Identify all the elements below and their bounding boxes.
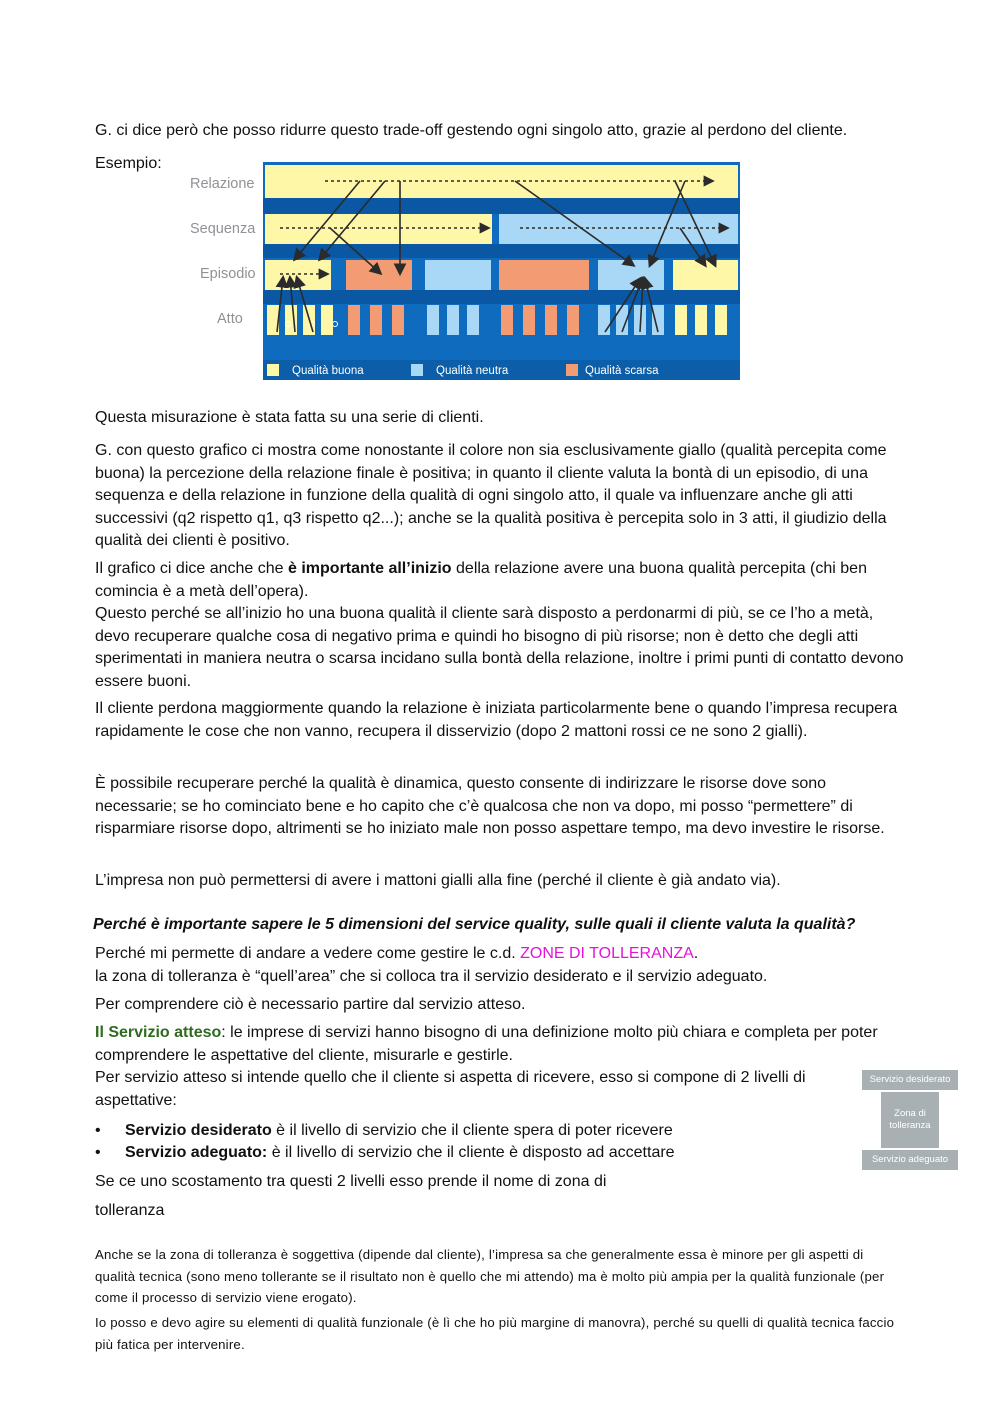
episodio-block bbox=[499, 260, 589, 290]
row-label-atto: Atto bbox=[217, 311, 243, 327]
episodio-block bbox=[425, 260, 491, 290]
legend-neutra: Qualità neutra bbox=[436, 365, 509, 377]
episodio-block bbox=[346, 260, 412, 290]
paragraph-zone-definition: Se ce uno scostamento tra questi 2 livelli esso prende il nome di zona di bbox=[95, 1173, 607, 1190]
paragraph-measurement: Questa misurazione è stata fatta su una serie di clienti. bbox=[95, 409, 484, 426]
paragraph-graph-explanation: G. con questo grafico ci mostra come nonostante il colore non sia esclusivamente giallo (qualità percepita come buona) la percezione della relazione finale è positiva; in quanto il cliente valuta la bontà di un episodio, di una sequenza e della relazione in funzione della qualità di ogni singolo atto, il quale va influenzare anche gli atti successivi (q2 rispetto q1, q3 rispetto q2...); anche se la qualità positiva è percepita solo in 3 atti, il giudizio della qualità dei clienti è positivo. bbox=[95, 442, 887, 549]
paragraph-functional-quality: Io posso e devo agire su elementi di qualità funzionale (è lì che ho più margine di manovra), perché su quelli di qualità tecnica faccio più fatica per intervenire. bbox=[95, 1315, 895, 1352]
list-item: • Servizio desiderato è il livello di servizio che il cliente spera di poter ricevere bbox=[95, 1120, 795, 1142]
sequenza-block-1 bbox=[265, 214, 492, 244]
adequate-service-bar: Servizio adeguato bbox=[862, 1150, 958, 1170]
paragraph-servizio-atteso: Il Servizio atteso: le imprese di servizi hanno bisogno di una definizione molto più chiara e completa per poter comprendere le aspettative del cliente, misurarle e gestirle. Per servizio atteso si intende quello che il cliente si aspetta di ricevere, esso si compone di 2 livelli di aspettative: bbox=[95, 1024, 878, 1109]
row-label-episodio: Episodio bbox=[200, 266, 256, 282]
service-levels-list bbox=[95, 1120, 795, 1163]
paragraph-tolerance-note: Anche se la zona di tolleranza è soggettiva (dipende dal cliente), l’impresa sa che generalmente essa è minore per gli aspetti di qualità tecnica (sono meno tollerante se il risultato non è quello che mi attendo) ma è molto più ampia per la qualità funzionale (per come il processo di servizio viene erogato). bbox=[95, 1247, 885, 1305]
quality-chart-figure bbox=[185, 162, 740, 380]
paragraph-recovery: È possibile recuperare perché la qualità è dinamica, questo consente di indirizzare le risorse dove sono necessarie; se ho cominciato bene e ho capito che c’è qualcosa che non va dopo, mi posso “permettere” di risparmiare risorse dopo, altrimenti se ho iniziato male non posso aspettare tempo, ma devo investire le risorse. bbox=[95, 775, 885, 837]
paragraph-forgiveness: Il cliente perdona maggiormente quando la relazione è iniziata particolarmente bene o quando l’impresa recupera rapidamente le cose che non vanno, recupera il disservizio (dopo 2 mattoni rossi ce ne sono 2 gialli). bbox=[95, 700, 898, 740]
paragraph-importance-start: Il grafico ci dice anche che è importante all’inizio della relazione avere una buona qualità percepita (chi ben comincia è a metà dell’opera). Questo perché se all’inizio ho una buona qualità il cliente sarà disposto a perdonarmi di più, se ce l’ho a metà, devo recuperare qualche cosa di negativo prima e quindi ho bisogno di più risorse; non è detto che degli atti sperimentati in maniera neutra o scarsa incidano sulla bontà della relazione, inoltre i primi punti di contatto devono essere buoni. bbox=[95, 560, 904, 690]
chart-legend bbox=[267, 364, 659, 377]
paragraph-expected-service: Per comprendere ciò è necessario partire dal servizio atteso. bbox=[95, 996, 526, 1013]
paragraph-zone-definition-end: tolleranza bbox=[95, 1202, 165, 1219]
row-label-relazione: Relazione bbox=[190, 176, 255, 192]
tolerance-zone-box: Zona di tolleranza bbox=[881, 1092, 939, 1148]
list-item: • Servizio adeguato: è il livello di servizio che il cliente è disposto ad accettare bbox=[95, 1142, 795, 1164]
row-label-sequenza: Sequenza bbox=[190, 221, 256, 237]
desired-service-bar: Servizio desiderato bbox=[862, 1070, 958, 1090]
legend-buona: Qualità buona bbox=[292, 365, 364, 377]
legend-scarsa: Qualità scarsa bbox=[585, 365, 659, 377]
episodio-block bbox=[265, 260, 331, 290]
section-heading: Perché è importante sapere le 5 dimensioni del service quality, sulle quali il cliente valuta la qualità? bbox=[93, 916, 856, 933]
tolerance-zone-diagram bbox=[862, 1070, 960, 1170]
paragraph-intro: G. ci dice però che posso ridurre questo trade-off gestendo ogni singolo atto, grazie al perdono del cliente. bbox=[95, 122, 848, 139]
example-label: Esempio: bbox=[95, 155, 162, 172]
paragraph-yellow-bricks: L’impresa non può permettersi di avere i mattoni gialli alla fine (perché il cliente è già andato via). bbox=[95, 872, 781, 889]
paragraph-zones: Perché mi permette di andare a vedere come gestire le c.d. ZONE DI TOLLERANZA. la zona di tolleranza è “quell’area” che si colloca tra il servizio desiderato e il servizio adeguato. bbox=[95, 945, 768, 985]
